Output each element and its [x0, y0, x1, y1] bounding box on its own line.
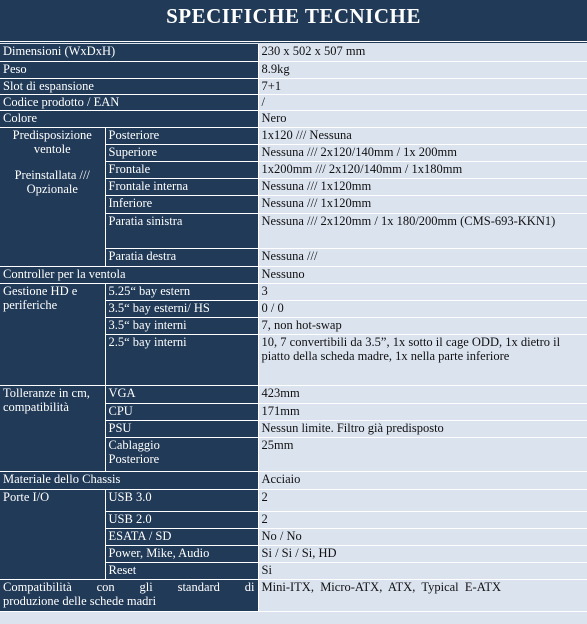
sub-label: 3.5“ bay esterni/ HS: [105, 300, 258, 317]
sub-label-line: Cablaggio: [108, 437, 160, 452]
row-value: /: [258, 94, 587, 110]
row-value: 7+1: [258, 78, 587, 94]
sub-label: Power, Mike, Audio: [105, 545, 258, 562]
row-label: Controller per la ventola: [0, 266, 258, 283]
sub-label: Frontale: [105, 161, 258, 178]
row-value: Acciaio: [258, 471, 587, 489]
group-label-tolleranze: [0, 385, 105, 471]
sub-label: CPU: [105, 403, 258, 420]
row-value: Nessun limite. Filtro già predisposto: [258, 420, 587, 437]
group-label-line: periferiche: [3, 297, 58, 312]
sub-label: 5.25“ bay estern: [105, 283, 258, 300]
row-value: 2: [258, 511, 587, 528]
table-row: [0, 266, 587, 283]
row-label: Materiale dello Chassis: [0, 471, 258, 489]
row-label: Dimensioni (WxDxH): [0, 44, 258, 61]
row-value: Mini-ITX, Micro-ATX, ATX, Typical E-ATX: [258, 579, 587, 611]
sub-label: Posteriore: [105, 127, 258, 144]
group-label-ventole: [0, 127, 105, 266]
page-title: SPECIFICHE TECNICHE: [0, 0, 587, 43]
sub-label: 3.5“ bay interni: [105, 317, 258, 334]
row-label-line: produzione delle schede madri: [3, 593, 157, 608]
group-label-line: Porte I/O: [3, 489, 50, 504]
group-label-line: Opzionale: [26, 181, 78, 196]
group-label-line: ventole: [33, 141, 71, 156]
group-label-line: Predisposizione: [12, 127, 92, 142]
group-label-line: Tolleranze in cm,: [3, 385, 90, 400]
sub-label: Inferiore: [105, 195, 258, 213]
table-row: [0, 489, 587, 511]
sub-label: VGA: [105, 385, 258, 403]
group-label-porte: [0, 489, 105, 579]
table-row: [0, 385, 587, 403]
row-value: 0 / 0: [258, 300, 587, 317]
row-value: 171mm: [258, 403, 587, 420]
group-label-line: Gestione HD e: [3, 283, 78, 298]
row-value: 1x200mm /// 2x120/140mm / 1x180mm: [258, 161, 587, 178]
group-label-line: compatibilità: [3, 399, 69, 414]
group-label-line: Preinstallata ///: [14, 167, 90, 182]
row-value: Nessuno: [258, 266, 587, 283]
row-value: Nessuna /// 1x120mm: [258, 195, 587, 213]
sub-label: ESATA / SD: [105, 528, 258, 545]
sub-label-line: Posteriore: [108, 451, 160, 466]
row-value: Nessuna /// 2x120/140mm / 1x 200mm: [258, 144, 587, 161]
sub-label: USB 3.0: [105, 489, 258, 511]
row-label: Peso: [0, 61, 258, 78]
table-row: [0, 110, 587, 127]
title-divider: [0, 41, 587, 42]
group-label-gestione: [0, 283, 105, 385]
table-row: [0, 579, 587, 611]
table-row: [0, 44, 587, 61]
sub-label: PSU: [105, 420, 258, 437]
sub-label: Superiore: [105, 144, 258, 161]
table-row: [0, 471, 587, 489]
row-value: 423mm: [258, 385, 587, 403]
row-value: Nessuna /// 2x120mm / 1x 180/200mm (CMS-693-KKN1): [258, 213, 587, 248]
row-value: 3: [258, 283, 587, 300]
sub-label: USB 2.0: [105, 511, 258, 528]
row-value: No / No: [258, 528, 587, 545]
row-label: [0, 579, 258, 611]
spec-table: [0, 44, 587, 612]
table-row: [0, 127, 587, 144]
row-label-line: Compatibilità con gli standard di: [3, 579, 255, 594]
row-value: Si: [258, 562, 587, 579]
sub-label: Frontale interna: [105, 178, 258, 195]
row-value: 1x120 /// Nessuna: [258, 127, 587, 144]
row-value: 230 x 502 x 507 mm: [258, 44, 587, 61]
table-row: [0, 283, 587, 300]
sub-label: Paratia destra: [105, 248, 258, 266]
row-value: 8.9kg: [258, 61, 587, 78]
row-value: 25mm: [258, 437, 587, 471]
row-value: 7, non hot-swap: [258, 317, 587, 334]
row-label: Slot di espansione: [0, 78, 258, 94]
sub-label: [105, 437, 258, 471]
sub-label: Reset: [105, 562, 258, 579]
sub-label: 2.5“ bay interni: [105, 334, 258, 385]
row-label: Codice prodotto / EAN: [0, 94, 258, 110]
row-value: Nessuna /// 1x120mm: [258, 178, 587, 195]
table-row: [0, 61, 587, 78]
sub-label: Paratia sinistra: [105, 213, 258, 248]
row-value: 2: [258, 489, 587, 511]
table-row: [0, 94, 587, 110]
row-value: Si / Si / Si, HD: [258, 545, 587, 562]
row-value: Nessuna ///: [258, 248, 587, 266]
row-label: Colore: [0, 110, 258, 127]
table-row: [0, 78, 587, 94]
row-value: Nero: [258, 110, 587, 127]
row-value: 10, 7 convertibili da 3.5”, 1x sotto il cage ODD, 1x dietro il piatto della scheda madre, 1x nella parte inferiore: [258, 334, 587, 385]
